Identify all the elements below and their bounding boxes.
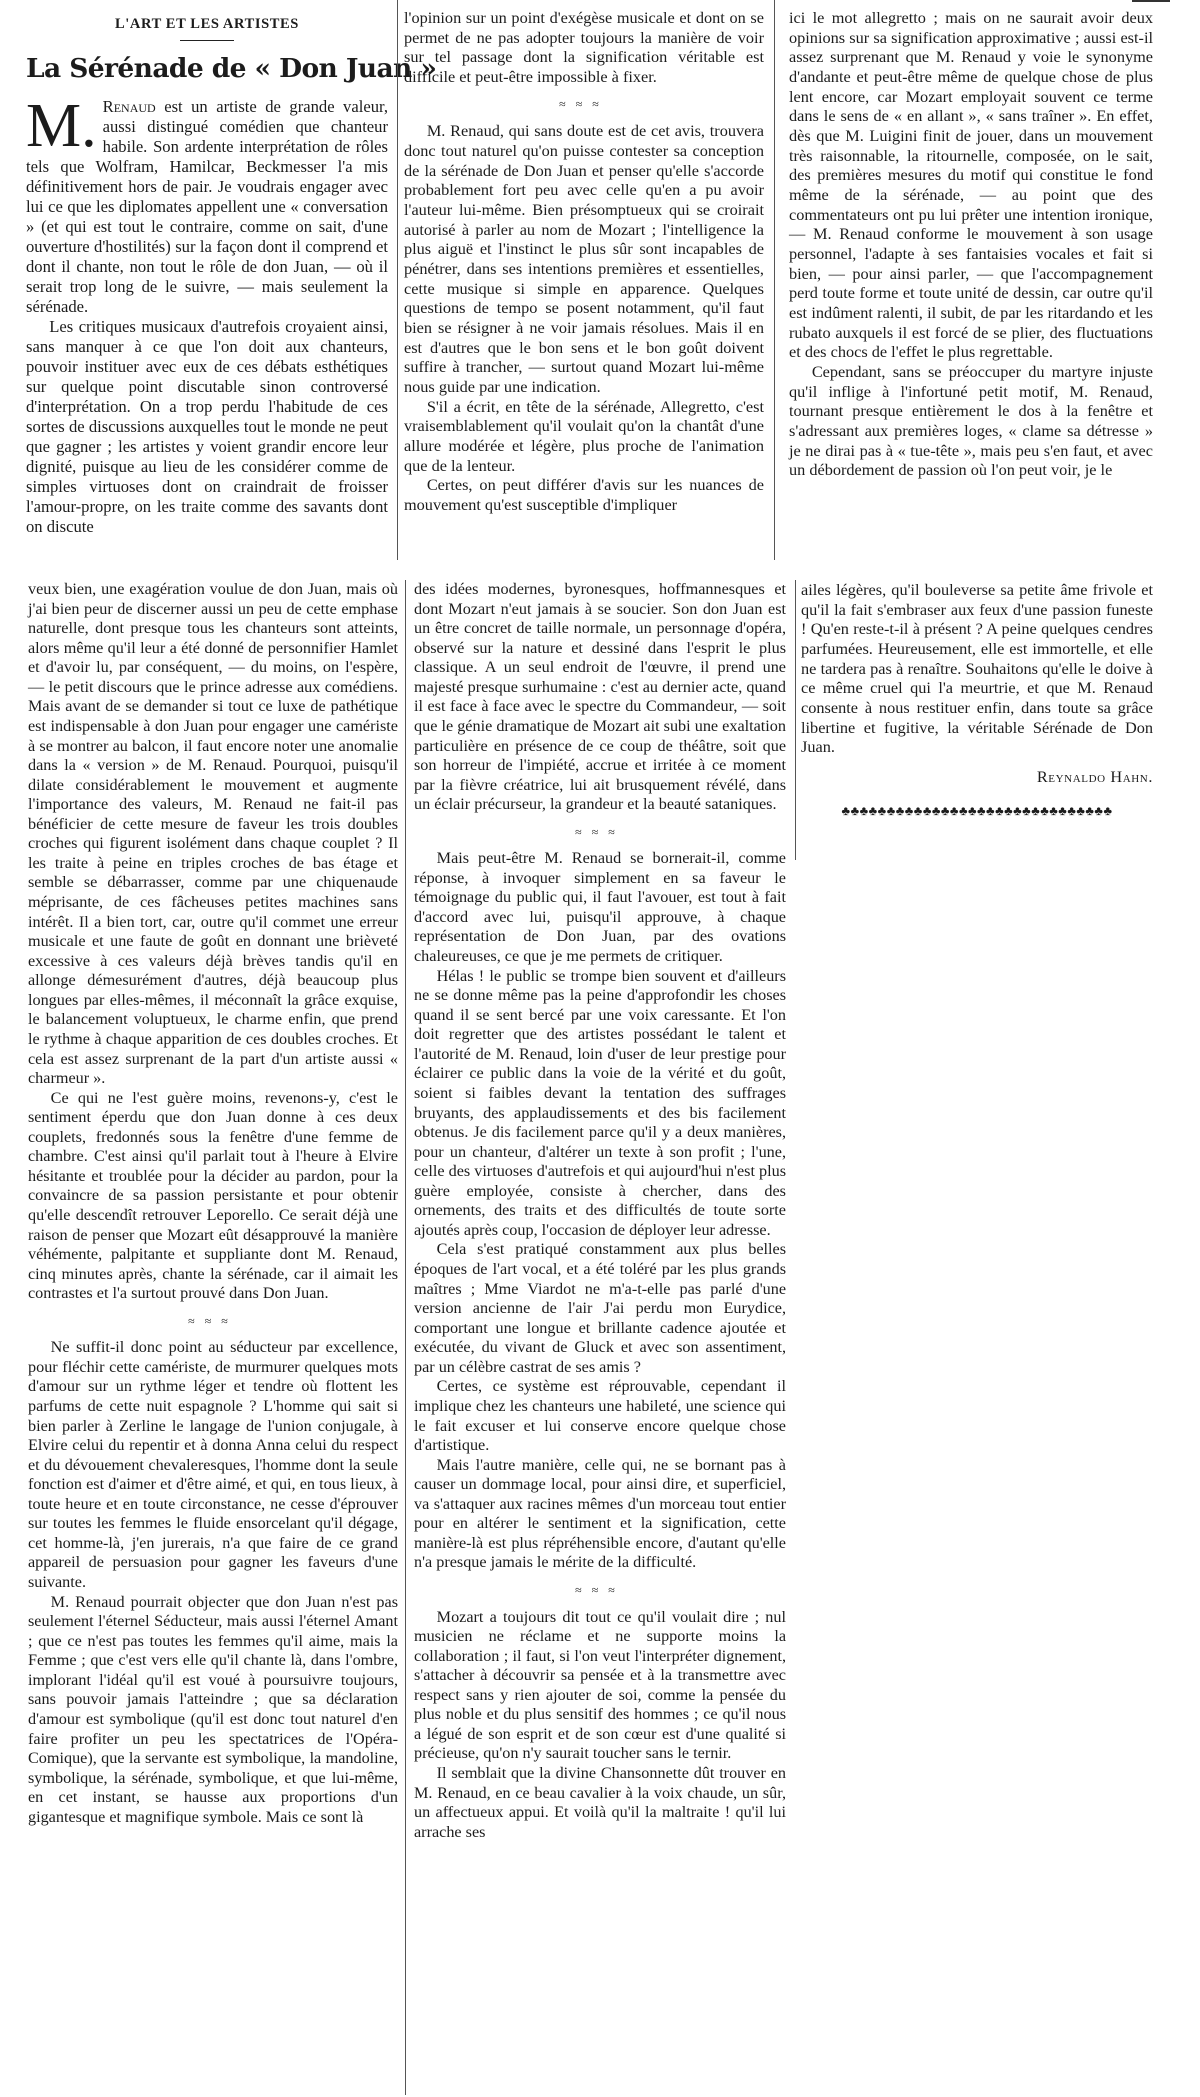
paragraph: Les critiques musicaux d'autrefois croyaient ainsi, sans manquer à ce que l'on doit aux chanteurs, pouvoir instituer avec eux de ces débats esthétiques sur quelque point discutable sinon controversé d'interprétation. On a trop perdu l'habitude de ces sortes de discussions auxquelles tout le monde ne peut que gagner ; les artistes y voient grandir encore leur dignité, puisque au lieu de les considérer comme de simples virtuoses dont on craindrait de froisser l'amour-propre, on les traite comme des savants dont on discute (26, 316, 388, 537)
paragraph: Mais peut-être M. Renaud se bornerait-il, comme réponse, à invoquer simplement en sa faveur le témoignage du public qui, il faut l'avouer, est tout à fait d'accord avec lui, puisqu'il approuve, à chaque représentation de Don Juan, par des ovations chaleureuses, ce que je me permets de critiquer. (414, 849, 786, 966)
column-rule (774, 0, 775, 560)
section-separator: ≈≈≈ (575, 1583, 625, 1598)
paragraph: ailes légères, qu'il bouleverse sa petite âme frivole et qu'il la fait s'embraser aux feux d'une passion funeste ! Qu'en reste-t-il à présent ? A peine quelques cendres parfumées. Heureusement, elle est immortelle, et elle ne tardera pas à renaître. Souhaitons qu'elle le doive à ce même cruel qui l'a meurtrie, et que M. Renaud consente à nous restituer enfin, dans toute sa grâce libertine et fugitive, la véritable Sérénade de Don Juan. (801, 580, 1153, 757)
end-ornament-rule: ♣♣♣♣♣♣♣♣♣♣♣♣♣♣♣♣♣♣♣♣♣♣♣♣♣♣♣♣♣♣ (841, 802, 1113, 818)
article-headline: La Sérénade de « Don Juan » (26, 52, 437, 84)
paragraph: veux bien, une exagération voulue de don Juan, mais où j'ai bien peur de discerner aussi un peu de cette emphase naturelle, dont presque tous les chanteurs sont atteints, alors même qu'il leur a été donné de personnifier Hamlet et d'avoir lu, par conséquent, — du moins, on l'espère, — le petit discours que le prince adresse aux comédiens. Mais avant de se demander si tout ce luxe de pathétique est indispensable à don Juan pour engager une camériste à se montrer au balcon, il faut encore noter une anomalie dans la « version » de M. Renaud. Pourquoi, puisqu'il dilate considérablement le mouvement et augmente l'importance des valeurs, M. Renaud ne fait-il pas bénéficier de cette mesure de faveur les trois doubles croches qui figurent isolément dans chaque couplet ? Il les traite à peine en triples croches de bas étage et semble se débarrasser, comme par une chiquenaude méprisante, de ces fâcheuses petites machines sans intérêt. Il a bien tort, car, outre qu'il commet une erreur musicale et une faute de goût en donnant une brièveté excessive à ces valeurs déjà brèves tandis qu'il en allonge démesurément d'autres, déjà beaucoup plus longues par elles-mêmes, il méconnaît la grâce exquise, le balancement voluptueux, le charme enfin, que prend le rythme à chaque apparition de ces doubles croches. Et cela est assez surprenant de la part d'un artiste aussi « charmeur ». (28, 580, 398, 1088)
drop-cap: M. (26, 91, 97, 160)
paragraph: Ne suffit-il donc point au séducteur par excellence, pour fléchir cette camériste, de murmurer quelques mots d'amour sur un rythme léger et tendre où flottent les parfums de cette nuit espagnole ? L'homme qui sait si bien parler à Zerline le langage de l'union conjugale, à Elvire celui du repentir et à donna Anna celui du respect et du dévouement chevaleresques, l'homme dont la seule fonction est d'aimer et d'être aimé, et qui, en tous lieux, à toute heure et en toute circonstance, ne cesse d'éprouver sur toutes les femmes le fluide ensorcelant qu'il dégage, cet homme-là, j'en jurerais, n'a que faire de ce grand appareil de persuasion pour gagner les faveurs d'une suivante. (28, 1338, 398, 1592)
paragraph: S'il a écrit, en tête de la sérénade, Allegretto, c'est vraisemblablement qu'il voulait qu'on la chantât d'une allure modérée et légère, plus proche de l'animation que de la lenteur. (404, 396, 764, 475)
paragraph: M. Renaud pourrait objecter que don Juan n'est pas seulement l'éternel Séducteur, mais aussi l'éternel Amant ; que ce n'est pas toutes les femmes qu'il aime, mais la Femme ; que c'est vers elle qu'il chante là, dans l'ombre, implorant l'idéal qu'il est voué à poursuivre toujours, sans pouvoir jamais l'atteindre ; que sa déclaration d'amour est symbolique (qu'il est donc tout naturel d'en faire profiter un peu les spectatrices de l'Opéra-Comique), que la servante est symbolique, la mandoline, symbolique, la sérénade, symbolique, et que lui-même, en cet instant, se hausse aux proportions d'un gigantesque et magnifique symbole. Mais ce sont là (28, 1592, 398, 1826)
paragraph: Certes, ce système est réprouvable, cependant il implique chez les chanteurs une habileté, une science qui le fait excuser et lui conserve encore quelque chose d'artistique. (414, 1377, 786, 1455)
column-rule (405, 580, 406, 2095)
paragraph: Cependant, sans se préoccuper du martyre injuste qu'il inflige à l'infortuné petit motif, M. Renaud, tournant presque entièrement le dos à la fenêtre et s'adressant aux premières loges, « clame sa détresse » je ne dirai pas à « tue-tête », mais peu s'en faut, et avec un débordement de passion où l'on peut voir, je le (789, 362, 1153, 480)
paragraph: Certes, on peut différer d'avis sur les nuances de mouvement qu'est susceptible d'impliquer (404, 475, 764, 514)
paragraph: Ce qui ne l'est guère moins, revenons-y, c'est le sentiment éperdu que don Juan donne à ces deux couplets, fredonnés sous la fenêtre d'une femme de chambre. C'est ainsi qu'il parlait tout à l'heure à Elvire hésitante et troublée pour la décider au pardon, pour la convaincre de sa passion persistante et pour obtenir qu'elle descendît retrouver Leporello. Ce serait déjà une raison de penser que Mozart eût désapprouvé la manière véhémente, palpitante et suppliante dont M. Renaud, cinq minutes après, chante la sérénade, car il aimait les contrastes et l'a surtout prouvé dans Don Juan. (28, 1088, 398, 1303)
paragraph: M. Renaud est un artiste de grande valeur, aussi distingué comédien que chanteur habile. Son ardente interprétation de rôles tels que Wolfram, Hamilcar, Beckmesser l'a mis définitivement hors de pair. Je voudrais engager avec lui ce que les diplomates appellent une « conversation » (et qui est tout le contraire, comme on sait, d'une ouverture d'hostilités) sur la façon dont il comprend et dont il chante, non tout le rôle de don Juan, — où il serait trop long de le suivre, — mais seulement la sérénade. (26, 91, 388, 316)
column-2-top (404, 8, 764, 515)
paragraph: Il semblait que la divine Chansonnette dût trouver en M. Renaud, en ce beau cavalier à la voix chaude, un sûr, un affectueux appui. Et voilà qu'il la maltraite ! qu'il lui arrache ses (414, 1764, 786, 1841)
author-name: Renaud (102, 96, 156, 116)
section-separator: ≈≈≈ (575, 824, 625, 839)
column-1-bottom (28, 580, 398, 1827)
section-title: L'ART ET LES ARTISTES (115, 16, 299, 32)
author-signature: Reynaldo Hahn. (1036, 767, 1153, 787)
section-title-rule (180, 40, 234, 41)
column-2-bottom (414, 580, 786, 1842)
section-separator: ≈≈≈ (559, 96, 609, 111)
paragraph: Mozart a toujours dit tout ce qu'il voulait dire ; nul musicien ne réclame et ne supporte moins la collaboration ; il faut, si l'on veut l'interpréter dignement, s'attacher à découvrir sa pensée et à la transmettre avec respect sans y rien ajouter de soi, comme la pensée du plus noble et du plus sensitif des hommes ; ce qu'il nous a légué de son esprit et de son cœur est d'une qualité si précieuse, qu'on n'y saurait toucher sans le ternir. (414, 1607, 786, 1763)
column-3-top (789, 8, 1153, 480)
section-separator: ≈≈≈ (188, 1313, 238, 1328)
paragraph: M. Renaud, qui sans doute est de cet avis, trouvera donc tout naturel qu'on puisse contester sa conception de la sérénade de Don Juan et penser qu'elle s'accorde probablement fort peu avec celle qu'en a pu avoir l'auteur lui-même. Bien présomptueux qui se croirait autorisé à parler au nom de Mozart ; l'intelligence la plus aiguë et l'instinct le plus sûr sont incapables de pénétrer, dans ses intentions premières et essentielles, cette musique si simple en apparence. Quelques questions de tempo se posent notamment, qu'il faut bien se résigner à ne voir jamais résolues. Mais il en est d'autres que le bon sens et le bon goût doivent suffire à trancher, — surtout quand Mozart lui-même nous guide par une indication. (404, 121, 764, 396)
paragraph: Hélas ! le public se trompe bien souvent et d'ailleurs ne se donne même pas la peine d'approfondir les choses quand il se sent bercé par une voix caressante. Et l'on doit regretter que des artistes possédant le talent et l'autorité de M. Renaud, loin d'user de leur prestige pour éclairer ce public dans la voie de la vérité et du goût, soient si faibles devant la tentation des suffrages bruyants, des applaudissements et des bis facilement obtenus. Je dis facilement parce qu'il y a deux manières, pour un chanteur, d'altérer un texte à son profit ; l'une, celle des virtuoses d'autrefois et qui aujourd'hui n'est plus guère employée, consiste à chercher, dans des ornements, des traits et des difficultés de toute sorte ajoutés après coup, l'occasion de déployer leur adresse. (414, 966, 786, 1239)
paragraph: Cela s'est pratiqué constamment aux plus belles époques de l'art vocal, et a été toléré par les plus grands maîtres ; Mme Viardot ne m'a-t-elle pas parlé d'une version ancienne de l'air J'ai perdu mon Eurydice, comportant une longue et brillante cadence ajoutée et exécutée, du vivant de Gluck et avec son assentiment, par un célèbre castrat de ses amis ? (414, 1240, 786, 1376)
column-3-bottom (801, 580, 1153, 818)
paragraph: des idées modernes, byronesques, hoffmannesques et dont Mozart n'eut jamais à se soucier. Son don Juan est un être concret de taille normale, un personnage d'opéra, observé sur la nature et dessiné dans l'esprit le plus classique. A un seul endroit de l'œuvre, il prend une majesté presque surhumaine : c'est au dernier acte, quand il est face à face avec le spectre du Commandeur, — soit que le génie dramatique de Mozart ait subi une exaltation particulière en présence de ce coup de théâtre, soit que son horreur de l'impiété, accrue et irritée à ce moment par la fièvre créatrice, lui ait brusquement révélé, dans un éclair précurseur, la grandeur et la beauté sataniques. (414, 580, 786, 814)
column-rule (397, 0, 398, 560)
column-rule (795, 580, 796, 860)
paragraph: ici le mot allegretto ; mais on ne saurait avoir deux opinions sur sa signification approximative ; aussi est-il assez surprenant que M. Renaud y voie le synonyme d'andante et peut-être même de quelque chose de plus lent encore, car Mozart employait souvent ce terme dans le sens de « en allant », « sans traîner ». En effet, dès que M. Luigini finit de jouer, dans un mouvement très raisonnable, la ritournelle, composée, on le sait, des premières mesures du motif qui constitue le fond même de la sérénade, — au point que des commentateurs ont pu lui prêter une intention ironique, — M. Renaud conforme le mouvement à son usage personnel, l'adapte à ses fantaisies vocales et fait si bien, — pour ainsi parler, — que l'accompagnement perd toute forme et toute unité de dessin, car outre qu'il est indûment ralenti, il subit, de par les ritardando et les rubato auxquels il est forcé de se plier, des fluctuations et des chocs de l'effet le plus regrettable. (789, 8, 1153, 362)
top-edge-mark (1132, 0, 1170, 2)
column-1-top (26, 16, 437, 537)
paragraph: l'opinion sur un point d'exégèse musicale et dont on se permet de ne pas adopter toujours la manière de voir sur tel passage dont la signification véritable est difficile et peut-être impossible à fixer. (404, 8, 764, 87)
paragraph: Mais l'autre manière, celle qui, ne se bornant pas à causer un dommage local, pour ainsi dire, et superficiel, va s'attaquer aux racines mêmes d'un morceau tout entier pour en altérer le sentiment et la signification, cette manière-là est plus répréhensible encore, d'autant qu'elle n'a presque jamais le mérite de la difficulté. (414, 1455, 786, 1572)
